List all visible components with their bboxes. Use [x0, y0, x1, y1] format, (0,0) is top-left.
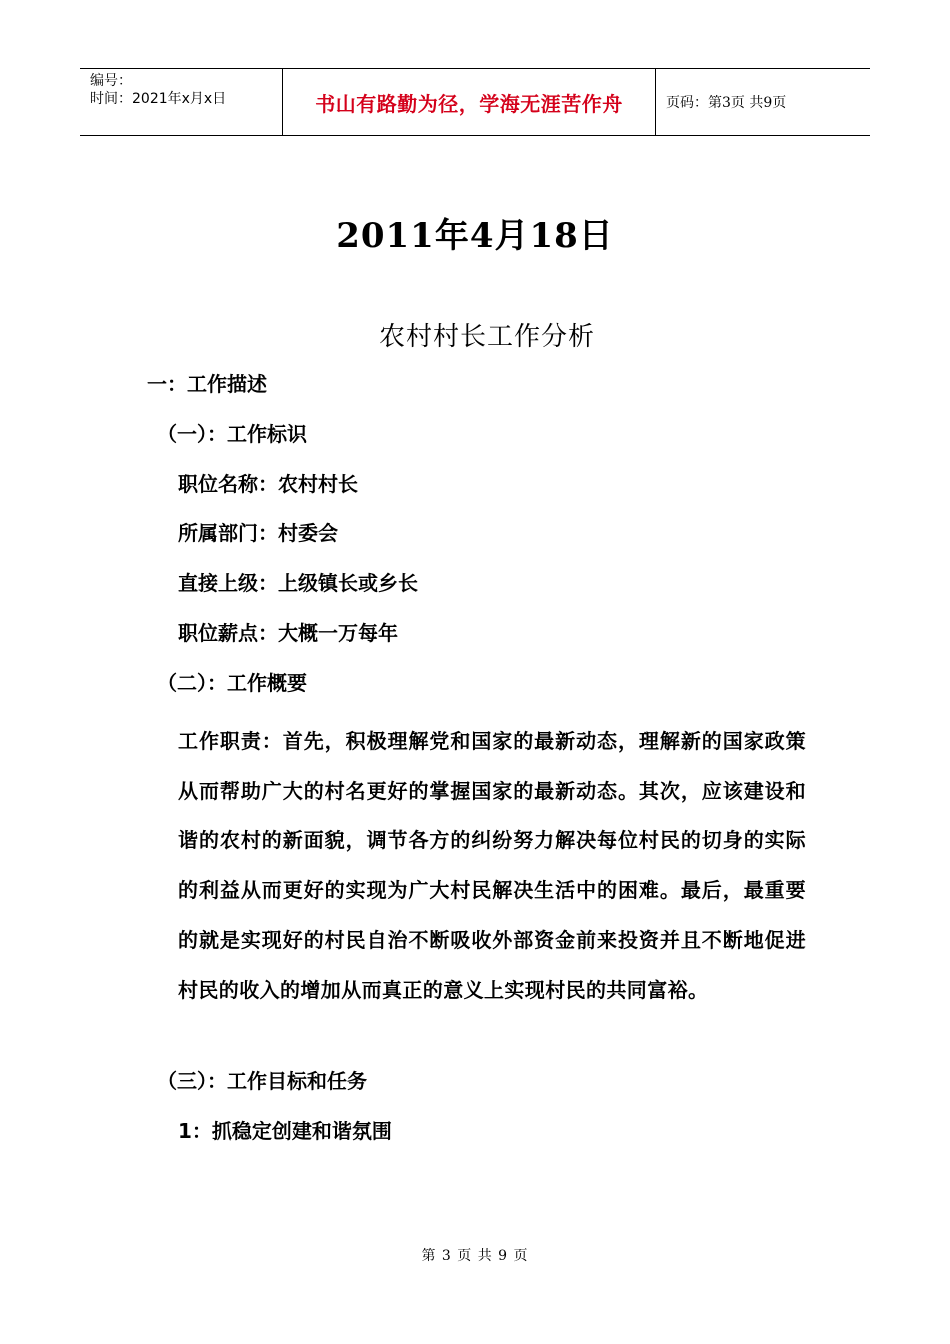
- header-meta: [80, 69, 282, 135]
- subsection-heading-job-summary: （二）：工作概要: [157, 671, 307, 695]
- field-position-name: 职位名称：农村村长: [178, 472, 358, 496]
- document-title: 农村村长工作分析: [378, 322, 595, 352]
- subsection-heading-job-identification: （一）：工作标识: [157, 422, 307, 446]
- job-summary-paragraph: 工作职责：首先，积极理解党和国家的最新动态，理解新的国家政策从而帮助广大的村名更好的掌握国家的最新动态。其次，应该建设和谐的农村的新面貌，调节各方的纠纷努力解决每位村民的切身的实际的利益从而更好的实现为广大村民解决生活中的困难。最后，最重要的就是实现好的村民自治不断吸收外部资金前来投资并且不断地促进村民的收入的增加从而真正的意义上实现村民的共同富裕。: [178, 729, 806, 1002]
- header-motto: 书山有路勤为径，学海无涯苦作舟: [282, 69, 656, 135]
- subsection-heading-goals-tasks: （三）：工作目标和任务: [157, 1069, 367, 1093]
- date-heading: 2011年4月18日: [336, 216, 614, 256]
- section-heading-work-description: 一：工作描述: [147, 372, 267, 396]
- document-header: [80, 68, 870, 136]
- header-time-label: 时间：2021年x月x日: [90, 91, 227, 107]
- field-department: 所属部门：村委会: [178, 521, 338, 545]
- task-item-1: 1：抓稳定创建和谐氛围: [178, 1119, 392, 1143]
- page-footer: 第 3 页 共 9 页: [421, 1248, 529, 1264]
- header-number-label: 编号：: [90, 73, 132, 89]
- header-page-info: 页码：第3页 共9页: [666, 95, 787, 111]
- field-salary-point: 职位薪点：大概一万每年: [178, 621, 398, 645]
- field-direct-superior: 直接上级：上级镇长或乡长: [178, 571, 418, 595]
